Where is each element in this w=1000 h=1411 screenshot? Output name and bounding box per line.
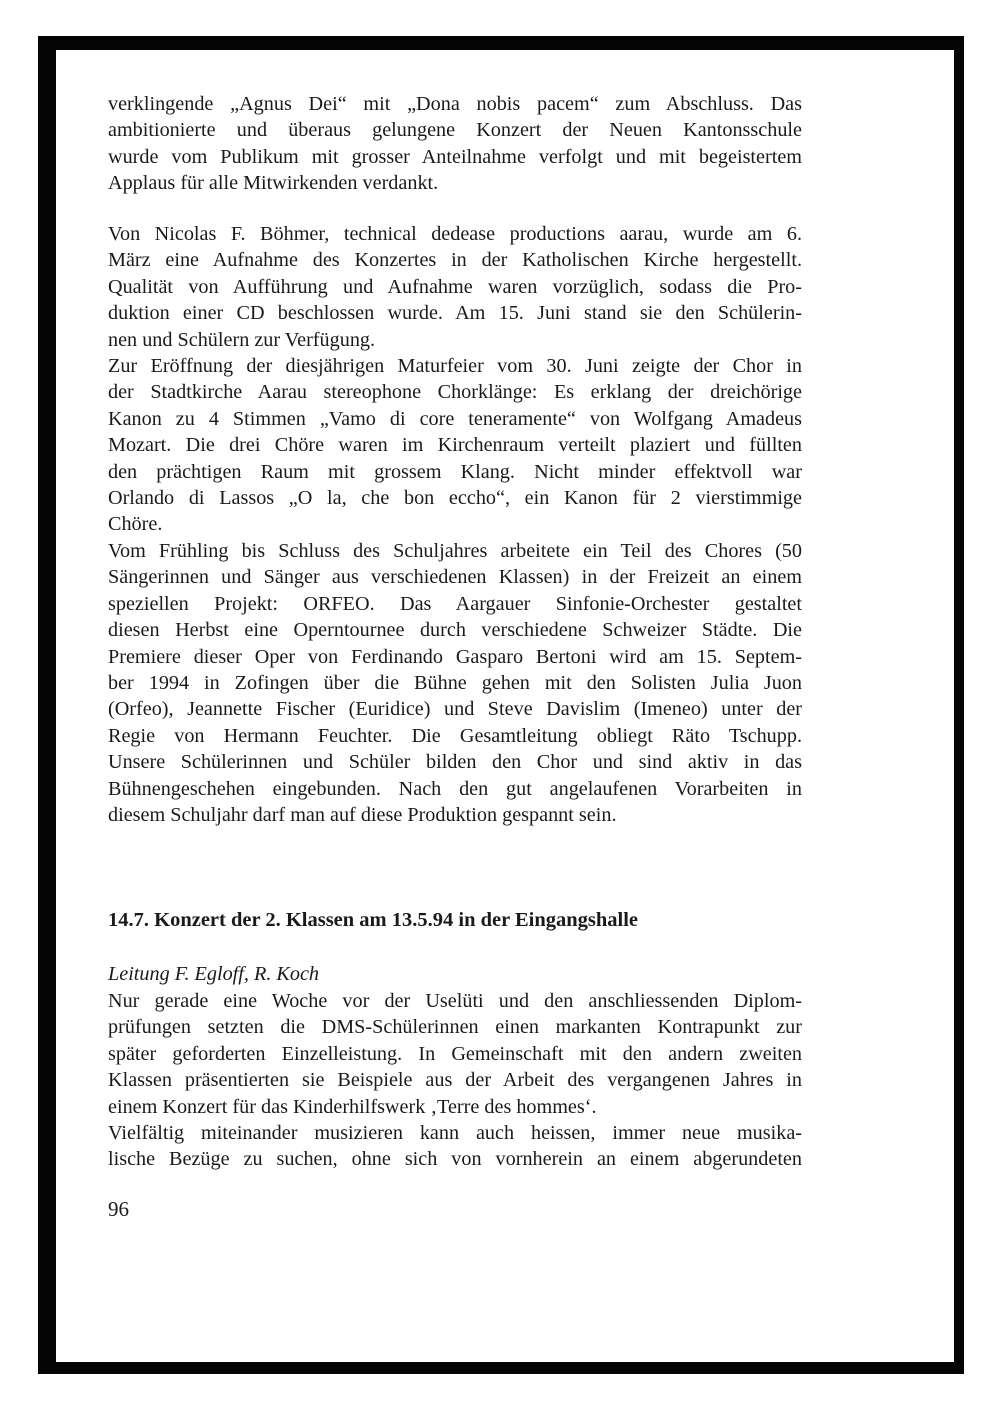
- text-line: wurde vom Publikum mit grosser Anteilnahme verfolgt und mit begeistertem: [108, 145, 802, 168]
- section-heading: 14.7. Konzert der 2. Klassen am 13.5.94 in der Eingangshalle: [108, 909, 638, 931]
- text-line: diesem Schuljahr darf man auf diese Produktion gespannt sein.: [108, 803, 617, 826]
- text-line: März eine Aufnahme des Konzertes in der Katholischen Kirche hergestellt.: [108, 249, 802, 272]
- text-line: nen und Schülern zur Verfügung.: [108, 328, 376, 351]
- paragraph-2: [108, 221, 802, 353]
- paragraph-1: [108, 91, 802, 197]
- text-line: Unsere Schülerinnen und Schüler bilden den Chor und sind aktiv in das: [108, 751, 802, 774]
- text-line: einem Konzert für das Kinderhilfswerk ‚Terre des hommes‘.: [108, 1095, 597, 1118]
- text-line: diesen Herbst eine Operntournee durch verschiedene Schweizer Städte. Die: [108, 619, 802, 642]
- text-line: Regie von Hermann Feuchter. Die Gesamtleitung obliegt Räto Tschupp.: [108, 724, 802, 747]
- text-line: Vom Frühling bis Schluss des Schuljahres arbeitete ein Teil des Chores (50: [108, 540, 802, 562]
- section-subheading: Leitung F. Egloff, R. Koch: [108, 963, 320, 985]
- text-line: lische Bezüge zu suchen, ohne sich von vornherein an einem abgerundeten: [108, 1148, 802, 1171]
- text-line: Orlando di Lassos „O la, che bon eccho“, ein Kanon für 2 vierstimmige: [108, 486, 802, 509]
- text-line: Klassen präsentierten sie Beispiele aus der Arbeit des vergangenen Jahres in: [108, 1069, 802, 1092]
- text-line: speziellen Projekt: ORFEO. Das Aargauer Sinfonie-Orchester gestaltet: [108, 592, 802, 615]
- text-line: verklingende „Agnus Dei“ mit „Dona nobis pacem“ zum Abschluss. Das: [108, 93, 802, 115]
- text-line: den prächtigen Raum mit grossem Klang. Nicht minder effektvoll war: [108, 460, 802, 483]
- paragraph-4: [108, 538, 802, 828]
- text-line: Sängerinnen und Sänger aus verschiedenen Klassen) in der Freizeit an einem: [108, 566, 802, 589]
- paragraph-6: [108, 1120, 802, 1173]
- text-line: Premiere dieser Oper von Ferdinando Gasparo Bertoni wird am 15. Septem-: [108, 645, 802, 668]
- text-line: Qualität von Aufführung und Aufnahme waren vorzüglich, sodass die Pro-: [108, 275, 802, 298]
- text-line: ber 1994 in Zofingen über die Bühne gehen mit den Solisten Julia Juon: [108, 671, 802, 694]
- text-line: Nur gerade eine Woche vor der Uselüti und den anschliessenden Diplom-: [108, 990, 802, 1012]
- text-line: Applaus für alle Mitwirkenden verdankt.: [108, 172, 439, 195]
- text-line: Kanon zu 4 Stimmen „Vamo di core teneramente“ von Wolfgang Amadeus: [108, 407, 802, 430]
- page-number: 96: [108, 1197, 129, 1221]
- text-line: Chöre.: [108, 513, 163, 536]
- text-line: Von Nicolas F. Böhmer, technical dedease productions aarau, wurde am 6.: [108, 223, 802, 245]
- text-line: (Orfeo), Jeannette Fischer (Euridice) und Steve Davislim (Imeneo) unter der: [108, 698, 802, 721]
- paragraph-5: [108, 988, 802, 1120]
- text-line: prüfungen setzten die DMS-Schülerinnen einen markanten Kontrapunkt zur: [108, 1016, 802, 1039]
- text-line: Bühnengeschehen eingebunden. Nach den gut angelaufenen Vorarbeiten in: [108, 777, 802, 800]
- text-line: Vielfältig miteinander musizieren kann auch heissen, immer neue musika-: [108, 1122, 802, 1144]
- text-line: ambitionierte und überaus gelungene Konzert der Neuen Kantonsschule: [108, 119, 802, 142]
- text-line: der Stadtkirche Aarau stereophone Chorklänge: Es erklang der dreichörige: [108, 381, 802, 404]
- text-line: Mozart. Die drei Chöre waren im Kirchenraum verteilt plaziert und füllten: [108, 434, 802, 457]
- text-line: duktion einer CD beschlossen wurde. Am 15. Juni stand sie den Schülerin-: [108, 302, 802, 325]
- text-line: später geforderten Einzelleistung. In Gemeinschaft mit den andern zweiten: [108, 1042, 802, 1065]
- paragraph-3: [108, 353, 802, 538]
- text-line: Zur Eröffnung der diesjährigen Maturfeier vom 30. Juni zeigte der Chor in: [108, 355, 802, 377]
